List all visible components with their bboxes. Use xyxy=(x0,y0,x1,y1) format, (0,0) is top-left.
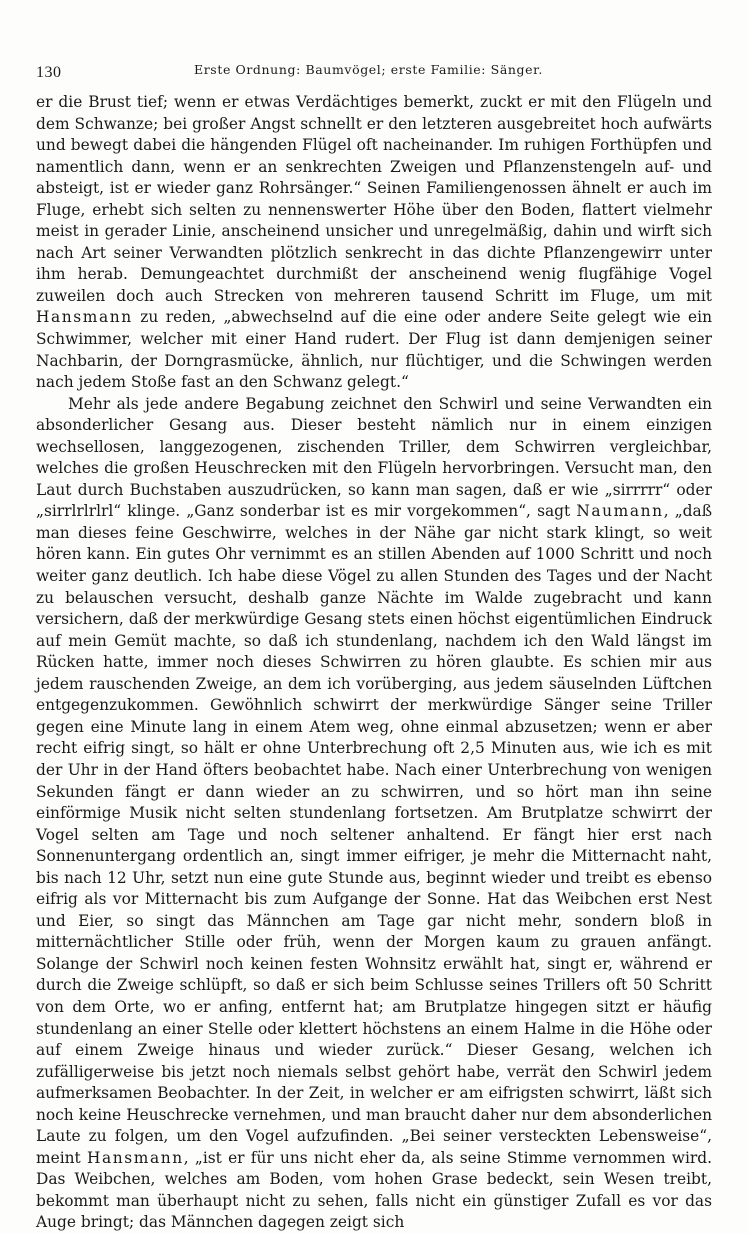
running-title: Erste Ordnung: Baumvögel; erste Familie: Sänger. xyxy=(194,62,543,77)
text-run: zu reden, „abwechselnd auf die eine oder andere Seite gelegt wie ein Schwimmer, welcher mit einer Hand rudert. Der Flug ist dann demjenigen seiner Nachbarin, der Dorngrasmücke, ähnlich, nur flüchtiger, und die Schwingen werden nach jedem Stoße fast an den Schwanz gelegt.“ xyxy=(36,308,712,392)
text-run: er die Brust tief; wenn er etwas Verdächtiges bemerkt, zuckt er mit den Flügeln und dem Schwanze; bei großer Angst schnellt er den letzteren ausgebreitet hoch aufwärts und bewegt dabei die hängenden Flügel oft nacheinander. Im ruhigen Forthüpfen und namentlich dann, wenn er an senkrechten Zweigen und Pflanzenstengeln auf- und absteigt, ist er wieder ganz Rohrsänger.“ Seinen Familiengenossen ähnelt er auch im Fluge, erhebt sich selten zu nennenswerter Höhe über den Boden, flattert vielmehr meist in gerader Linie, anscheinend unsicher und unregelmäßig, dahin und wirft sich nach Art seiner Verwandten plötzlich senkrecht in das dichte Pflanzengewirr unter ihm herab. Demungeachtet durchmißt der anscheinend wenig flugfähige Vogel zuweilen doch auch Strecken von mehreren tausend Schritt im Fluge, um mit xyxy=(36,93,712,305)
book-page xyxy=(36,58,712,1234)
name-hansmann: Hansmann xyxy=(36,308,133,327)
running-head xyxy=(36,58,712,86)
text-run: , „ist er für uns nicht eher da, als seine Stimme vernommen wird. Das Weibchen, welches am Boden, vom hohen Grase bedeckt, sein Wesen treibt, bekommt man überhaupt nicht zu sehen, falls nicht ein günstiger Zufall es vor das Auge bringt; das Männchen dagegen zeigt sich xyxy=(36,1148,712,1232)
text-run: , „daß man dieses feine Geschwirre, welches in der Nähe gar nicht stark klingt, so weit hören kann. Ein gutes Ohr vernimmt es an stillen Abenden auf 1000 Schritt und noch weiter ganz deutlich. Ich habe diese Vögel zu allen Stunden des Tages und der Nacht zu belauschen versucht, deshalb ganze Nächte im Walde zugebracht und kann versichern, daß der merkwürdige Gesang stets einen höchst eigentümlichen Eindruck auf mein Gemüt machte, so daß ich stundenlang, nachdem ich den Wald längst im Rücken hatte, immer noch dieses Schwirren zu hören glaubte. Es schien mir aus jedem rauschenden Zweige, an dem ich vorüberging, aus jedem säuselnden Lüftchen entgegenzukommen. Gewöhnlich schwirrt der merkwürdige Sänger seine Triller gegen eine Minute lang in einem Atem weg, ohne einmal abzusetzen; wenn er aber recht eifrig singt, so hält er ohne Unterbrechung oft 2,5 Minuten aus, wie ich es mit der Uhr in der Hand öfters beobachtet habe. Nach einer Unterbrechung von wenigen Sekunden fängt er dann wieder an zu schwirren, und so hört man ihn seine einförmige Musik nicht selten stundenlang fortsetzen. Am Brutplatze schwirrt der Vogel selten am Tage und noch seltener anhaltend. Er fängt hier erst nach Sonnenuntergang ordentlich an, singt immer eifriger, je mehr die Mitternacht naht, bis nach 12 Uhr, setzt nun eine gute Stunde aus, beginnt wieder und treibt es ebenso eifrig als vor Mitternacht bis zum Aufgange der Sonne. Hat das Weibchen erst Nest und Eier, so singt das Männchen am Tage gar nicht mehr, sondern bloß in mitternächtlicher Stille oder früh, wenn der Morgen kaum zu grauen anfängt. Solange der Schwirl noch keinen festen Wohnsitz erwählt hat, singt er, während er durch die Zweige schlüpft, so daß er sich beim Schlusse seines Trillers oft 50 Schritt von dem Orte, wo er anfing, entfernt hat; am Brutplatze hingegen sitzt er häufig stundenlang an einer Stelle oder klettert höchstens an einem Halme in die Höhe oder auf einem Zweige hinaus und wieder zurück.“ Dieser Gesang, welchen ich zufälligerweise bis jetzt noch niemals selbst gehört habe, verrät den Schwirl jedem aufmerksamen Beobachter. In der Zeit, in welcher er am eifrigsten schwirrt, läßt sich noch keine Heuschrecke vernehmen, und man braucht daher nur dem absonderlichen Laute zu folgen, um den Vogel aufzufinden. „Bei seiner versteckten Lebensweise“, meint xyxy=(36,502,712,1167)
paragraph-2 xyxy=(36,394,712,1234)
paragraph-1 xyxy=(36,92,712,394)
body-text xyxy=(36,92,712,1234)
text-run: Mehr als jede andere Begabung zeichnet den Schwirl und seine Verwandten ein absonderlicher Gesang aus. Dieser besteht nämlich nur in einem einzigen wechsellosen, langgezogenen, zischenden Triller, dem Schwirren vergleichbar, welches die großen Heuschrecken mit den Flügeln hervorbringen. Versucht man, den Laut durch Buchstaben auszudrücken, so kann man sagen, daß er wie „sirrrrr“ oder „sirrlrlrlrl“ klinge. „Ganz sonderbar ist es mir vorgekommen“, sagt xyxy=(36,394,712,521)
name-naumann: Naumann xyxy=(576,502,664,521)
name-hansmann: Hansmann xyxy=(86,1148,184,1167)
page-number: 130 xyxy=(36,64,62,81)
